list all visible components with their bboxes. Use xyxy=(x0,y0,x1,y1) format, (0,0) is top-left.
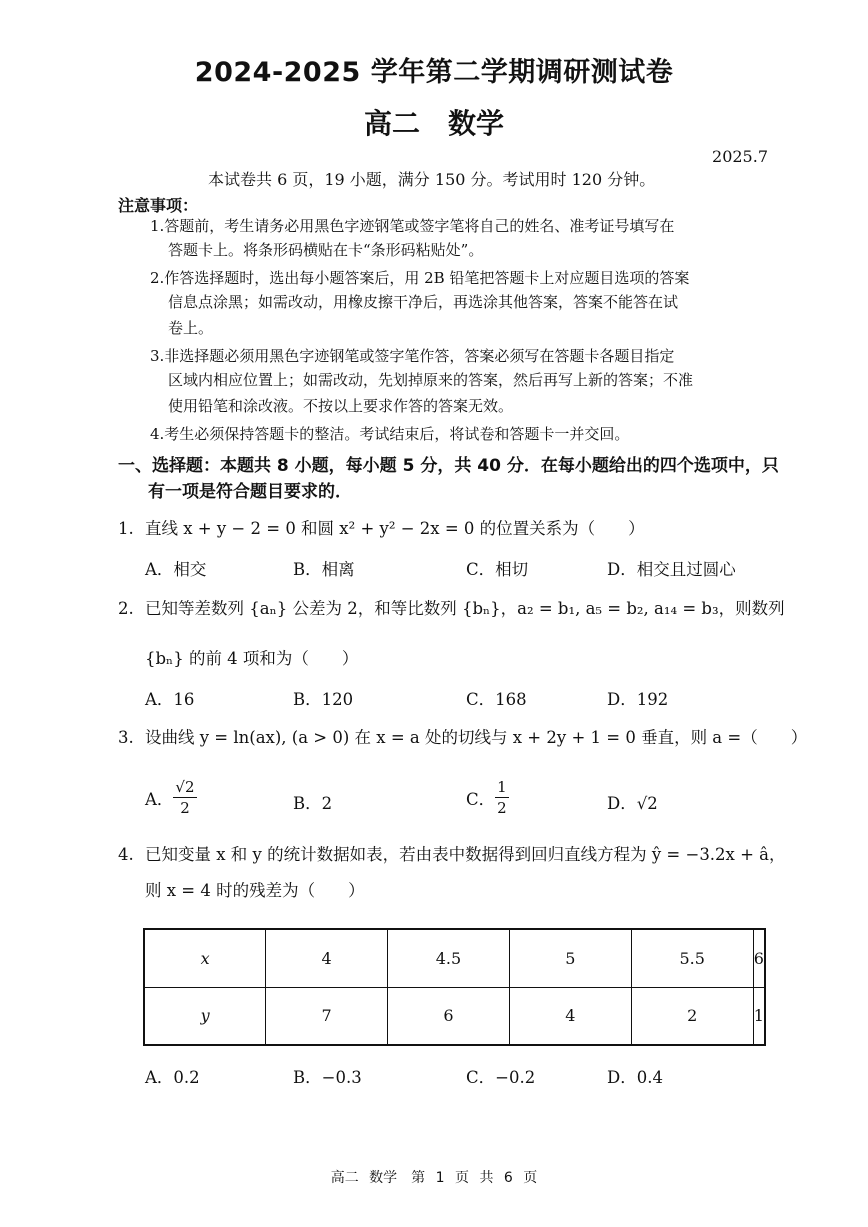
page-footer: 高二 数学 第 1 页 共 6 页 xyxy=(330,1170,538,1186)
table-row-header: x xyxy=(144,929,266,987)
option-text: 相交且过圆心 xyxy=(636,560,736,579)
option-text: 168 xyxy=(495,690,527,709)
option-label: A． xyxy=(145,1068,174,1087)
option-label: C． xyxy=(466,690,496,709)
option-label: A． xyxy=(145,789,174,809)
q3-option-c[interactable] xyxy=(466,777,509,818)
question-4 xyxy=(118,841,786,865)
question-text: 设曲线 y = ln(ax), (a > 0) 在 x = a 处的切线与 x + 2y + 1 = 0 垂直，则 a =（ ） xyxy=(145,728,808,747)
q4-option-a[interactable] xyxy=(145,1064,200,1088)
option-label: D． xyxy=(607,560,637,579)
notice-item-1-line-2: 答题卡上。将条形码横贴在卡“条形码粘贴处”。 xyxy=(168,241,484,259)
notice-item-2-line-2: 信息点涂黑；如需改动，用橡皮擦干净后，再选涂其他答案，答案不能答在试 xyxy=(168,293,679,311)
notice-item-3-line-3: 使用铅笔和涂改液。不按以上要求作答的答案无效。 xyxy=(168,397,514,415)
question-text: 直线 x + y − 2 = 0 和圆 x² + y² − 2x = 0 的位置关系为（ ） xyxy=(145,519,645,538)
question-2 xyxy=(118,595,785,619)
exam-title: 2024-2025 学年第二学期调研测试卷 xyxy=(194,57,674,88)
q1-option-a[interactable] xyxy=(145,556,206,580)
section-heading-line-2: 有一项是符合题目要求的． xyxy=(148,482,352,502)
option-label: A． xyxy=(145,560,174,579)
option-text: 120 xyxy=(321,690,354,709)
table-cell: 1 xyxy=(753,987,765,1045)
option-label: B． xyxy=(293,560,322,579)
table-cell: 5.5 xyxy=(631,929,753,987)
table-cell: 2 xyxy=(631,987,753,1045)
notice-item-4-line-1: 4.考生必须保持答题卡的整洁。考试结束后，将试卷和答题卡一并交回。 xyxy=(150,425,630,443)
table-cell: 4.5 xyxy=(387,929,509,987)
fraction-denominator: 2 xyxy=(180,799,190,817)
q4-option-b[interactable] xyxy=(293,1064,362,1088)
table-cell: 4 xyxy=(266,929,388,987)
question-number: 4. xyxy=(118,845,134,864)
table-cell: 5 xyxy=(509,929,631,987)
option-label: D． xyxy=(607,1068,637,1087)
fraction-denominator: 2 xyxy=(497,799,507,817)
q1-option-c[interactable] xyxy=(466,556,528,580)
option-text: 相离 xyxy=(321,560,355,579)
notice-item-3-line-1: 3.非选择题必须用黑色字迹钢笔或签字笔作答，答案必须写在答题卡各题目指定 xyxy=(150,347,675,365)
option-text: −0.2 xyxy=(495,1068,536,1087)
q2-option-c[interactable] xyxy=(466,686,527,710)
option-label: D． xyxy=(607,794,637,813)
option-label: C． xyxy=(466,789,496,809)
q1-option-b[interactable] xyxy=(293,556,355,580)
notice-item-3-line-2: 区域内相应位置上；如需改动，先划掉原来的答案，然后再写上新的答案；不准 xyxy=(168,371,694,389)
question-number: 2. xyxy=(118,599,134,618)
section-heading-line-1: 一、选择题：本题共 8 小题，每小题 5 分，共 40 分．在每小题给出的四个选项中，只 xyxy=(118,456,779,476)
table-cell: 4 xyxy=(509,987,631,1045)
option-text: 相交 xyxy=(173,560,207,579)
option-text: 16 xyxy=(173,690,195,709)
option-text: 相切 xyxy=(495,560,529,579)
fraction-numerator: 1 xyxy=(497,778,507,796)
question-4-continued: 则 x = 4 时的残差为（ ） xyxy=(145,881,365,900)
option-text: 192 xyxy=(636,690,669,709)
exam-info: 本试卷共 6 页，19 小题，满分 150 分。考试用时 120 分钟。 xyxy=(208,170,656,189)
table-row-header: y xyxy=(144,987,266,1045)
question-text: 已知等差数列 {aₙ} 公差为 2，和等比数列 {bₙ}，a₂ = b₁, a₅ = b₂, a₁₄ = b₃，则数列 xyxy=(145,599,785,618)
exam-date: 2025.7 xyxy=(712,147,768,166)
fraction-numerator: √2 xyxy=(175,778,195,796)
notice-item-2-line-3: 卷上。 xyxy=(168,319,214,337)
option-label: B． xyxy=(293,1068,322,1087)
q2-option-b[interactable] xyxy=(293,686,353,710)
fraction xyxy=(173,777,196,818)
table-row-x xyxy=(144,929,765,987)
option-label: B． xyxy=(293,690,322,709)
q2-option-a[interactable] xyxy=(145,686,194,710)
q3-option-a[interactable] xyxy=(145,777,197,818)
q2-option-d[interactable] xyxy=(607,686,668,710)
question-text: 已知变量 x 和 y 的统计数据如表，若由表中数据得到回归直线方程为 ŷ = −3.2x + â， xyxy=(145,845,786,864)
statistics-table xyxy=(143,928,766,1046)
option-text: 2 xyxy=(321,794,333,813)
option-text: −0.3 xyxy=(321,1068,362,1087)
question-3 xyxy=(118,724,807,748)
question-number: 3. xyxy=(118,728,134,747)
notice-item-2-line-1: 2.作答选择题时，选出每小题答案后，用 2B 铅笔把答题卡上对应题目选项的答案 xyxy=(150,269,690,287)
option-text: √2 xyxy=(636,794,658,813)
option-label: C． xyxy=(466,1068,496,1087)
option-label: B． xyxy=(293,794,322,813)
option-label: C． xyxy=(466,560,496,579)
q3-option-b[interactable] xyxy=(293,790,332,814)
notice-heading: 注意事项： xyxy=(118,196,199,215)
question-2-continued: {bₙ} 的前 4 项和为（ ） xyxy=(145,649,359,668)
question-number: 1. xyxy=(118,519,134,538)
q4-option-c[interactable] xyxy=(466,1064,535,1088)
table-cell: 7 xyxy=(266,987,388,1045)
table-cell: 6 xyxy=(387,987,509,1045)
notice-item-1-line-1: 1.答题前，考生请务必用黑色字迹钢笔或签字笔将自己的姓名、准考证号填写在 xyxy=(150,217,675,235)
option-label: D． xyxy=(607,690,637,709)
option-text: 0.4 xyxy=(636,1068,663,1087)
option-text: 0.2 xyxy=(173,1068,200,1087)
option-label: A． xyxy=(145,690,174,709)
fraction xyxy=(495,777,509,818)
q4-option-d[interactable] xyxy=(607,1064,663,1088)
question-1 xyxy=(118,515,645,539)
table-row-y xyxy=(144,987,765,1045)
q1-option-d[interactable] xyxy=(607,556,736,580)
q3-option-d[interactable] xyxy=(607,790,658,814)
exam-subtitle: 高二 数学 xyxy=(363,107,504,140)
table-cell: 6 xyxy=(753,929,765,987)
